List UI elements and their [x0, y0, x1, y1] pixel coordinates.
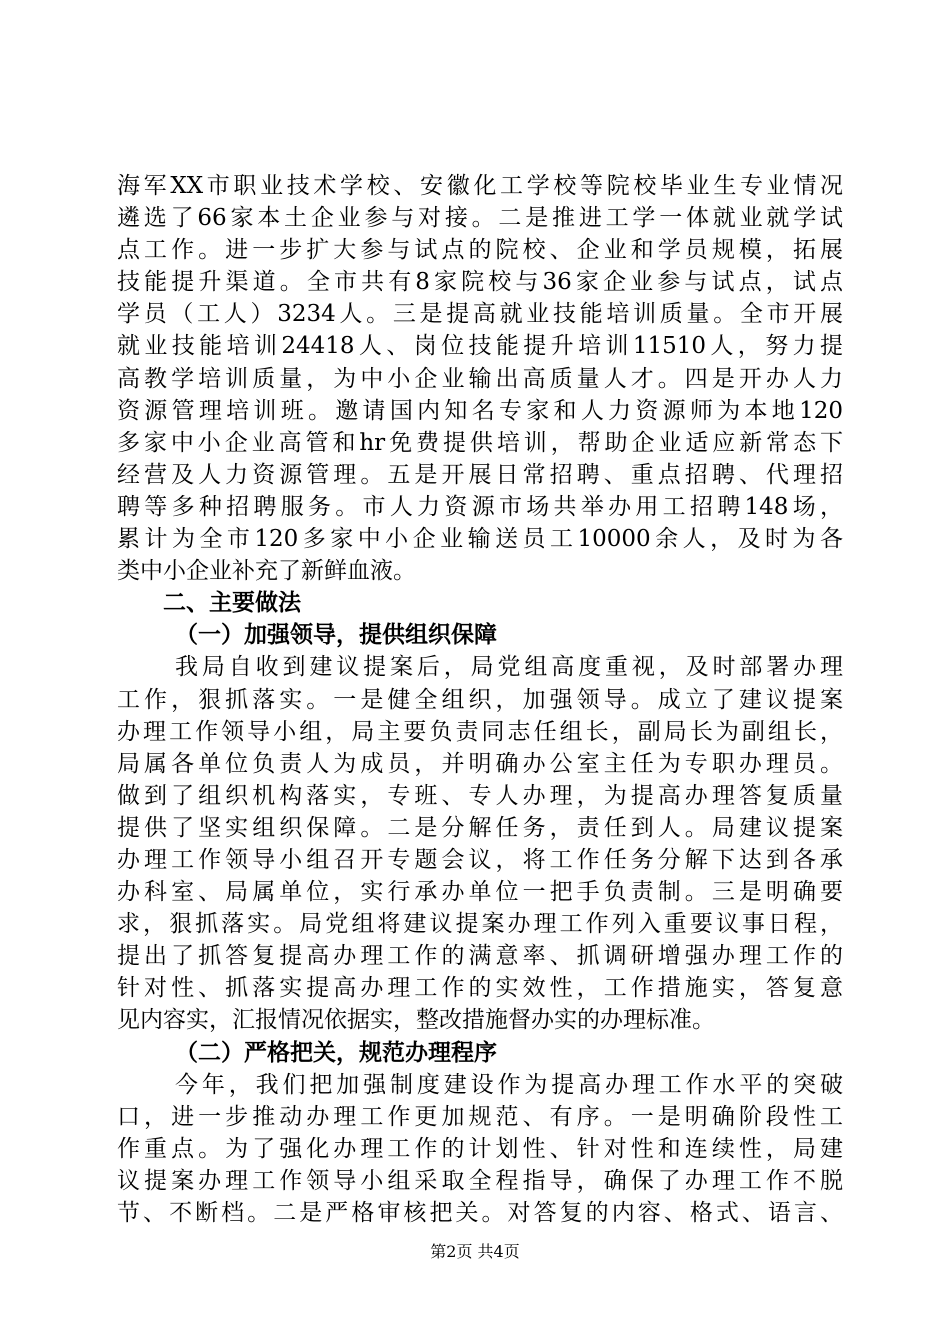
paragraph-line: 作重点。为了强化办理工作的计划性、针对性和连续性，局建 [117, 1135, 843, 1162]
paragraph-line: 求，狠抓落实。局党组将建议提案办理工作列入重要议事日程， [117, 911, 843, 938]
paragraph-line: 我局自收到建议提案后，局党组高度重视，及时部署办理 [175, 654, 843, 681]
paragraph-line: 今年，我们把加强制度建设作为提高办理工作水平的突破 [175, 1071, 843, 1098]
document-body [117, 170, 843, 1229]
paragraph-line: 累计为全市120多家中小企业输送员工10000余人，及时为各 [117, 526, 843, 553]
paragraph-line: 提供了坚实组织保障。二是分解任务，责任到人。局建议提案 [117, 814, 843, 841]
paragraph-line: 高教学培训质量，为中小企业输出高质量人才。四是开办人力 [117, 365, 843, 392]
paragraph-line: 工作，狠抓落实。一是健全组织，加强领导。成立了建议提案 [117, 686, 843, 713]
paragraph-line: 就业技能培训24418人、岗位技能提升培训11510人，努力提 [117, 333, 843, 360]
paragraph-line: 资源管理培训班。邀请国内知名专家和人力资源师为本地120 [117, 397, 843, 424]
page-number-footer: 第2页 共4页 [430, 1242, 520, 1261]
paragraph-line: 点工作。进一步扩大参与试点的院校、企业和学员规模，拓展 [117, 237, 843, 264]
section-heading: 二、主要做法 [163, 590, 301, 617]
paragraph-line: 学员（工人）3234人。三是提高就业技能培训质量。全市开展 [117, 301, 843, 328]
paragraph-line: 办科室、局属单位，实行承办单位一把手负责制。三是明确要 [117, 879, 843, 906]
paragraph-line: 办理工作领导小组召开专题会议，将工作任务分解下达到各承 [117, 846, 843, 873]
paragraph-line: 局属各单位负责人为成员，并明确办公室主任为专职办理员。 [117, 750, 843, 777]
paragraph-line: 提出了抓答复提高办理工作的满意率、抓调研增强办理工作的 [117, 943, 843, 970]
paragraph-line: 聘等多种招聘服务。市人力资源市场共举办用工招聘148场， [117, 493, 843, 520]
subsection-heading: （一）加强领导，提供组织保障 [175, 622, 497, 649]
paragraph-line: 口，进一步推动办理工作更加规范、有序。一是明确阶段性工 [117, 1103, 843, 1130]
paragraph-line: 多家中小企业高管和hr免费提供培训，帮助企业适应新常态下 [117, 429, 843, 456]
paragraph-line: 节、不断档。二是严格审核把关。对答复的内容、格式、语言、 [117, 1200, 843, 1226]
paragraph-line: 针对性、抓落实提高办理工作的实效性，工作措施实，答复意 [117, 975, 843, 1002]
paragraph-line: 见内容实，汇报情况依据实，整改措施督办实的办理标准。 [117, 1007, 715, 1034]
paragraph-line: 经营及人力资源管理。五是开展日常招聘、重点招聘、代理招 [117, 461, 843, 488]
paragraph-line: 遴选了66家本土企业参与对接。二是推进工学一体就业就学试 [117, 205, 843, 232]
paragraph-line: 技能提升渠道。全市共有8家院校与36家企业参与试点，试点 [117, 269, 843, 296]
subsection-heading: （二）严格把关，规范办理程序 [175, 1039, 497, 1066]
paragraph-line: 类中小企业补充了新鲜血液。 [117, 558, 416, 585]
paragraph-line: 做到了组织机构落实，专班、专人办理，为提高办理答复质量 [117, 782, 843, 809]
paragraph-line: 海军XX市职业技术学校、安徽化工学校等院校毕业生专业情况 [117, 173, 843, 199]
paragraph-line: 办理工作领导小组，局主要负责同志任组长，副局长为副组长， [117, 718, 843, 745]
paragraph-line: 议提案办理工作领导小组采取全程指导，确保了办理工作不脱 [117, 1167, 843, 1194]
